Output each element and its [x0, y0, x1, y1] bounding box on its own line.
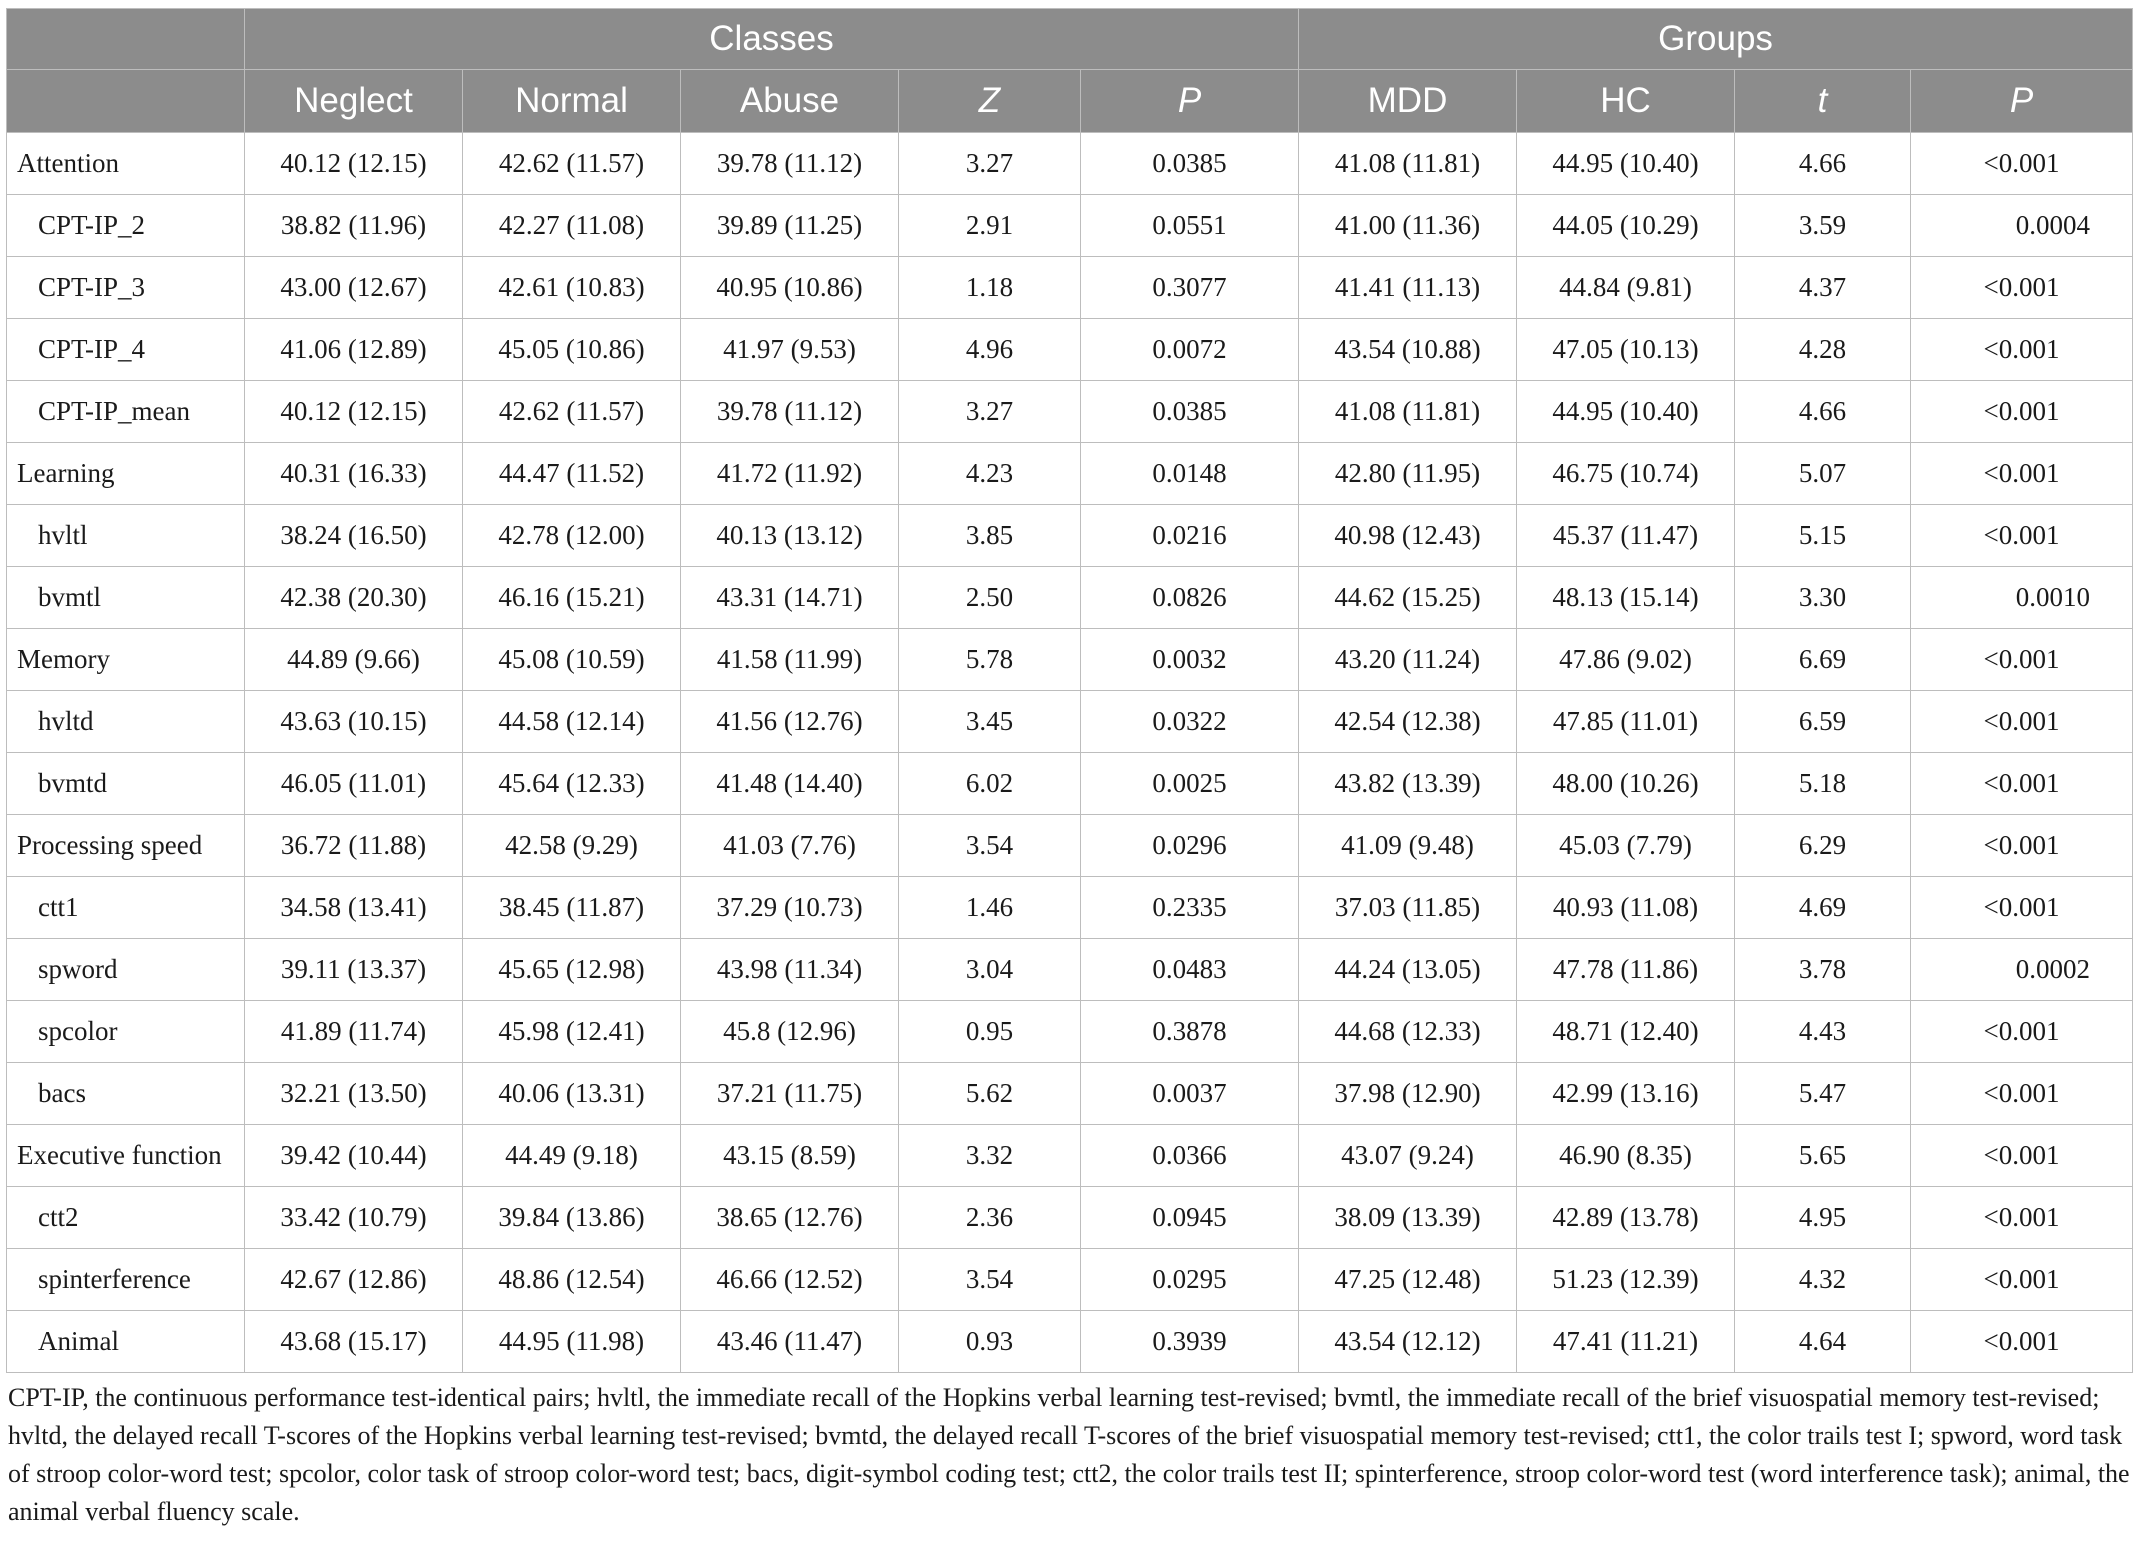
cell-neglect: 34.58 (13.41) [245, 877, 463, 939]
cell-neglect: 46.05 (11.01) [245, 753, 463, 815]
cell-p-groups: <0.001 [1911, 257, 2133, 319]
header-blank-cell [7, 9, 245, 70]
cell-hc: 48.00 (10.26) [1517, 753, 1735, 815]
cell-abuse: 41.72 (11.92) [681, 443, 899, 505]
cell-abuse: 41.48 (14.40) [681, 753, 899, 815]
cell-hc: 47.05 (10.13) [1517, 319, 1735, 381]
table-row [7, 257, 2133, 319]
cell-neglect: 39.42 (10.44) [245, 1125, 463, 1187]
row-label: hvltl [7, 505, 245, 567]
cell-mdd: 47.25 (12.48) [1299, 1249, 1517, 1311]
table-row [7, 629, 2133, 691]
cell-p-classes: 0.0025 [1081, 753, 1299, 815]
row-label: Executive function [7, 1125, 245, 1187]
cell-normal: 39.84 (13.86) [463, 1187, 681, 1249]
row-label: Animal [7, 1311, 245, 1373]
row-label: hvltd [7, 691, 245, 753]
header-normal: Normal [463, 70, 681, 133]
cell-mdd: 41.09 (9.48) [1299, 815, 1517, 877]
row-label: spcolor [7, 1001, 245, 1063]
row-label: spword [7, 939, 245, 1001]
cell-p-classes: 0.0037 [1081, 1063, 1299, 1125]
table-row [7, 1125, 2133, 1187]
cell-mdd: 44.24 (13.05) [1299, 939, 1517, 1001]
cell-t: 3.30 [1735, 567, 1911, 629]
cell-normal: 42.27 (11.08) [463, 195, 681, 257]
cell-z: 3.85 [899, 505, 1081, 567]
cell-hc: 44.05 (10.29) [1517, 195, 1735, 257]
cell-p-groups: <0.001 [1911, 815, 2133, 877]
cell-p-classes: 0.0551 [1081, 195, 1299, 257]
cell-t: 5.65 [1735, 1125, 1911, 1187]
cell-t: 4.66 [1735, 381, 1911, 443]
cell-t: 5.15 [1735, 505, 1911, 567]
cell-z: 4.96 [899, 319, 1081, 381]
results-table [6, 8, 2133, 1373]
cell-neglect: 41.06 (12.89) [245, 319, 463, 381]
header-abuse: Abuse [681, 70, 899, 133]
cell-normal: 44.49 (9.18) [463, 1125, 681, 1187]
table-container [6, 8, 2132, 1531]
row-label: CPT-IP_mean [7, 381, 245, 443]
table-row [7, 1187, 2133, 1249]
cell-p-groups: <0.001 [1911, 381, 2133, 443]
table-row [7, 505, 2133, 567]
cell-abuse: 43.98 (11.34) [681, 939, 899, 1001]
cell-p-classes: 0.0216 [1081, 505, 1299, 567]
cell-neglect: 43.63 (10.15) [245, 691, 463, 753]
cell-normal: 42.61 (10.83) [463, 257, 681, 319]
table-body [7, 133, 2133, 1373]
cell-hc: 44.95 (10.40) [1517, 381, 1735, 443]
cell-abuse: 38.65 (12.76) [681, 1187, 899, 1249]
cell-z: 3.45 [899, 691, 1081, 753]
row-label: CPT-IP_4 [7, 319, 245, 381]
table-row [7, 1249, 2133, 1311]
cell-t: 4.37 [1735, 257, 1911, 319]
cell-normal: 45.08 (10.59) [463, 629, 681, 691]
row-label: CPT-IP_2 [7, 195, 245, 257]
cell-abuse: 39.78 (11.12) [681, 381, 899, 443]
cell-neglect: 38.24 (16.50) [245, 505, 463, 567]
cell-hc: 47.78 (11.86) [1517, 939, 1735, 1001]
table-row [7, 1311, 2133, 1373]
table-row [7, 939, 2133, 1001]
cell-neglect: 43.00 (12.67) [245, 257, 463, 319]
cell-mdd: 43.20 (11.24) [1299, 629, 1517, 691]
cell-normal: 45.64 (12.33) [463, 753, 681, 815]
table-row [7, 443, 2133, 505]
column-header-row [7, 70, 2133, 133]
row-label: CPT-IP_3 [7, 257, 245, 319]
header-t: t [1735, 70, 1911, 133]
cell-p-groups: <0.001 [1911, 133, 2133, 195]
cell-z: 3.04 [899, 939, 1081, 1001]
cell-hc: 51.23 (12.39) [1517, 1249, 1735, 1311]
header-groups: Groups [1299, 9, 2133, 70]
cell-p-classes: 0.0385 [1081, 381, 1299, 443]
cell-t: 4.69 [1735, 877, 1911, 939]
cell-t: 4.64 [1735, 1311, 1911, 1373]
cell-t: 6.29 [1735, 815, 1911, 877]
cell-abuse: 39.78 (11.12) [681, 133, 899, 195]
cell-mdd: 44.62 (15.25) [1299, 567, 1517, 629]
cell-mdd: 42.80 (11.95) [1299, 443, 1517, 505]
cell-abuse: 41.58 (11.99) [681, 629, 899, 691]
table-row [7, 815, 2133, 877]
cell-p-classes: 0.3077 [1081, 257, 1299, 319]
cell-p-classes: 0.0826 [1081, 567, 1299, 629]
table-row [7, 567, 2133, 629]
row-label: spinterference [7, 1249, 245, 1311]
cell-normal: 44.95 (11.98) [463, 1311, 681, 1373]
cell-z: 0.93 [899, 1311, 1081, 1373]
row-label: Processing speed [7, 815, 245, 877]
cell-mdd: 44.68 (12.33) [1299, 1001, 1517, 1063]
row-label: Learning [7, 443, 245, 505]
cell-normal: 44.58 (12.14) [463, 691, 681, 753]
cell-neglect: 43.68 (15.17) [245, 1311, 463, 1373]
row-label: bacs [7, 1063, 245, 1125]
cell-z: 3.32 [899, 1125, 1081, 1187]
cell-p-groups: 0.0010 [1911, 567, 2133, 629]
cell-z: 3.27 [899, 133, 1081, 195]
row-label: Memory [7, 629, 245, 691]
cell-neglect: 40.12 (12.15) [245, 381, 463, 443]
cell-p-classes: 0.0483 [1081, 939, 1299, 1001]
cell-neglect: 41.89 (11.74) [245, 1001, 463, 1063]
cell-neglect: 38.82 (11.96) [245, 195, 463, 257]
cell-abuse: 41.56 (12.76) [681, 691, 899, 753]
cell-abuse: 41.97 (9.53) [681, 319, 899, 381]
cell-neglect: 44.89 (9.66) [245, 629, 463, 691]
cell-neglect: 42.67 (12.86) [245, 1249, 463, 1311]
cell-hc: 47.86 (9.02) [1517, 629, 1735, 691]
cell-p-groups: <0.001 [1911, 1063, 2133, 1125]
cell-mdd: 42.54 (12.38) [1299, 691, 1517, 753]
cell-p-groups: <0.001 [1911, 629, 2133, 691]
cell-p-classes: 0.0385 [1081, 133, 1299, 195]
cell-abuse: 41.03 (7.76) [681, 815, 899, 877]
cell-mdd: 37.98 (12.90) [1299, 1063, 1517, 1125]
cell-t: 3.59 [1735, 195, 1911, 257]
cell-hc: 46.90 (8.35) [1517, 1125, 1735, 1187]
cell-z: 3.54 [899, 815, 1081, 877]
header-mdd: MDD [1299, 70, 1517, 133]
cell-normal: 40.06 (13.31) [463, 1063, 681, 1125]
row-label: bvmtd [7, 753, 245, 815]
cell-normal: 42.78 (12.00) [463, 505, 681, 567]
cell-normal: 48.86 (12.54) [463, 1249, 681, 1311]
table-row [7, 133, 2133, 195]
cell-p-classes: 0.0366 [1081, 1125, 1299, 1187]
header-classes: Classes [245, 9, 1299, 70]
cell-normal: 42.62 (11.57) [463, 381, 681, 443]
cell-z: 5.62 [899, 1063, 1081, 1125]
cell-normal: 44.47 (11.52) [463, 443, 681, 505]
cell-hc: 42.89 (13.78) [1517, 1187, 1735, 1249]
cell-hc: 46.75 (10.74) [1517, 443, 1735, 505]
cell-t: 4.28 [1735, 319, 1911, 381]
cell-abuse: 45.8 (12.96) [681, 1001, 899, 1063]
cell-mdd: 41.08 (11.81) [1299, 381, 1517, 443]
cell-p-groups: <0.001 [1911, 691, 2133, 753]
cell-z: 2.91 [899, 195, 1081, 257]
cell-normal: 46.16 (15.21) [463, 567, 681, 629]
cell-mdd: 37.03 (11.85) [1299, 877, 1517, 939]
cell-mdd: 43.54 (10.88) [1299, 319, 1517, 381]
cell-p-classes: 0.0296 [1081, 815, 1299, 877]
table-row [7, 691, 2133, 753]
cell-neglect: 33.42 (10.79) [245, 1187, 463, 1249]
row-label: Attention [7, 133, 245, 195]
cell-p-groups: 0.0002 [1911, 939, 2133, 1001]
cell-p-groups: <0.001 [1911, 1001, 2133, 1063]
cell-p-classes: 0.0295 [1081, 1249, 1299, 1311]
cell-hc: 44.95 (10.40) [1517, 133, 1735, 195]
cell-t: 6.59 [1735, 691, 1911, 753]
cell-t: 5.18 [1735, 753, 1911, 815]
cell-hc: 45.37 (11.47) [1517, 505, 1735, 567]
cell-mdd: 43.07 (9.24) [1299, 1125, 1517, 1187]
cell-z: 1.18 [899, 257, 1081, 319]
row-label: ctt2 [7, 1187, 245, 1249]
cell-mdd: 43.82 (13.39) [1299, 753, 1517, 815]
cell-z: 3.27 [899, 381, 1081, 443]
cell-abuse: 40.95 (10.86) [681, 257, 899, 319]
cell-hc: 42.99 (13.16) [1517, 1063, 1735, 1125]
cell-abuse: 46.66 (12.52) [681, 1249, 899, 1311]
cell-hc: 48.13 (15.14) [1517, 567, 1735, 629]
table-row [7, 877, 2133, 939]
cell-abuse: 43.15 (8.59) [681, 1125, 899, 1187]
cell-p-groups: <0.001 [1911, 1311, 2133, 1373]
cell-normal: 42.62 (11.57) [463, 133, 681, 195]
header-blank-cell [7, 70, 245, 133]
cell-normal: 38.45 (11.87) [463, 877, 681, 939]
cell-z: 2.36 [899, 1187, 1081, 1249]
cell-z: 3.54 [899, 1249, 1081, 1311]
header-hc: HC [1517, 70, 1735, 133]
table-footnote: CPT-IP, the continuous performance test-identical pairs; hvltl, the immediate recall of the Hopkins verbal learning test-revised; bvmtl, the immediate recall of the brief visuospatial memory test-revised; hvltd, the delayed recall T-scores of the Hopkins verbal learning test-revised; bvmtd, the delayed recall T-scores of the brief visuospatial memory test-revised; ctt1, the color trails test I; spword, word task of stroop color-word test; spcolor, color task of stroop color-word test; bacs, digit-symbol coding test; ctt2, the color trails test II; spinterference, stroop color-word test (word interference task); animal, the animal verbal fluency scale. [8, 1383, 2130, 1526]
cell-p-classes: 0.0032 [1081, 629, 1299, 691]
cell-hc: 47.41 (11.21) [1517, 1311, 1735, 1373]
cell-mdd: 41.00 (11.36) [1299, 195, 1517, 257]
cell-z: 1.46 [899, 877, 1081, 939]
cell-t: 5.07 [1735, 443, 1911, 505]
cell-abuse: 37.29 (10.73) [681, 877, 899, 939]
table-row [7, 195, 2133, 257]
table-row [7, 319, 2133, 381]
cell-z: 6.02 [899, 753, 1081, 815]
cell-p-groups: <0.001 [1911, 877, 2133, 939]
cell-mdd: 40.98 (12.43) [1299, 505, 1517, 567]
row-label: ctt1 [7, 877, 245, 939]
cell-p-groups: 0.0004 [1911, 195, 2133, 257]
cell-hc: 45.03 (7.79) [1517, 815, 1735, 877]
cell-t: 5.47 [1735, 1063, 1911, 1125]
cell-abuse: 40.13 (13.12) [681, 505, 899, 567]
cell-p-groups: <0.001 [1911, 1125, 2133, 1187]
cell-p-classes: 0.0945 [1081, 1187, 1299, 1249]
cell-neglect: 39.11 (13.37) [245, 939, 463, 1001]
header-p-groups: P [1911, 70, 2133, 133]
cell-p-groups: <0.001 [1911, 753, 2133, 815]
cell-p-groups: <0.001 [1911, 505, 2133, 567]
cell-hc: 40.93 (11.08) [1517, 877, 1735, 939]
cell-abuse: 43.46 (11.47) [681, 1311, 899, 1373]
cell-abuse: 37.21 (11.75) [681, 1063, 899, 1125]
cell-abuse: 39.89 (11.25) [681, 195, 899, 257]
cell-neglect: 40.12 (12.15) [245, 133, 463, 195]
cell-normal: 45.65 (12.98) [463, 939, 681, 1001]
cell-t: 3.78 [1735, 939, 1911, 1001]
cell-z: 4.23 [899, 443, 1081, 505]
cell-neglect: 32.21 (13.50) [245, 1063, 463, 1125]
cell-p-classes: 0.0322 [1081, 691, 1299, 753]
cell-hc: 44.84 (9.81) [1517, 257, 1735, 319]
cell-p-classes: 0.2335 [1081, 877, 1299, 939]
cell-p-groups: <0.001 [1911, 1187, 2133, 1249]
cell-mdd: 41.41 (11.13) [1299, 257, 1517, 319]
cell-mdd: 43.54 (12.12) [1299, 1311, 1517, 1373]
cell-t: 6.69 [1735, 629, 1911, 691]
cell-hc: 48.71 (12.40) [1517, 1001, 1735, 1063]
cell-p-classes: 0.3939 [1081, 1311, 1299, 1373]
table-row [7, 381, 2133, 443]
cell-mdd: 41.08 (11.81) [1299, 133, 1517, 195]
table-row [7, 753, 2133, 815]
cell-p-groups: <0.001 [1911, 1249, 2133, 1311]
cell-neglect: 42.38 (20.30) [245, 567, 463, 629]
cell-p-classes: 0.3878 [1081, 1001, 1299, 1063]
cell-mdd: 38.09 (13.39) [1299, 1187, 1517, 1249]
cell-normal: 42.58 (9.29) [463, 815, 681, 877]
cell-t: 4.32 [1735, 1249, 1911, 1311]
cell-p-classes: 0.0072 [1081, 319, 1299, 381]
cell-hc: 47.85 (11.01) [1517, 691, 1735, 753]
cell-t: 4.66 [1735, 133, 1911, 195]
cell-neglect: 36.72 (11.88) [245, 815, 463, 877]
table-row [7, 1063, 2133, 1125]
table-row [7, 1001, 2133, 1063]
header-neglect: Neglect [245, 70, 463, 133]
cell-normal: 45.98 (12.41) [463, 1001, 681, 1063]
table-header [7, 9, 2133, 133]
cell-t: 4.95 [1735, 1187, 1911, 1249]
header-z: Z [899, 70, 1081, 133]
cell-z: 2.50 [899, 567, 1081, 629]
row-label: bvmtl [7, 567, 245, 629]
cell-normal: 45.05 (10.86) [463, 319, 681, 381]
cell-p-groups: <0.001 [1911, 443, 2133, 505]
header-p-classes: P [1081, 70, 1299, 133]
cell-t: 4.43 [1735, 1001, 1911, 1063]
group-header-row [7, 9, 2133, 70]
cell-p-classes: 0.0148 [1081, 443, 1299, 505]
cell-p-groups: <0.001 [1911, 319, 2133, 381]
cell-abuse: 43.31 (14.71) [681, 567, 899, 629]
cell-z: 0.95 [899, 1001, 1081, 1063]
cell-z: 5.78 [899, 629, 1081, 691]
cell-neglect: 40.31 (16.33) [245, 443, 463, 505]
